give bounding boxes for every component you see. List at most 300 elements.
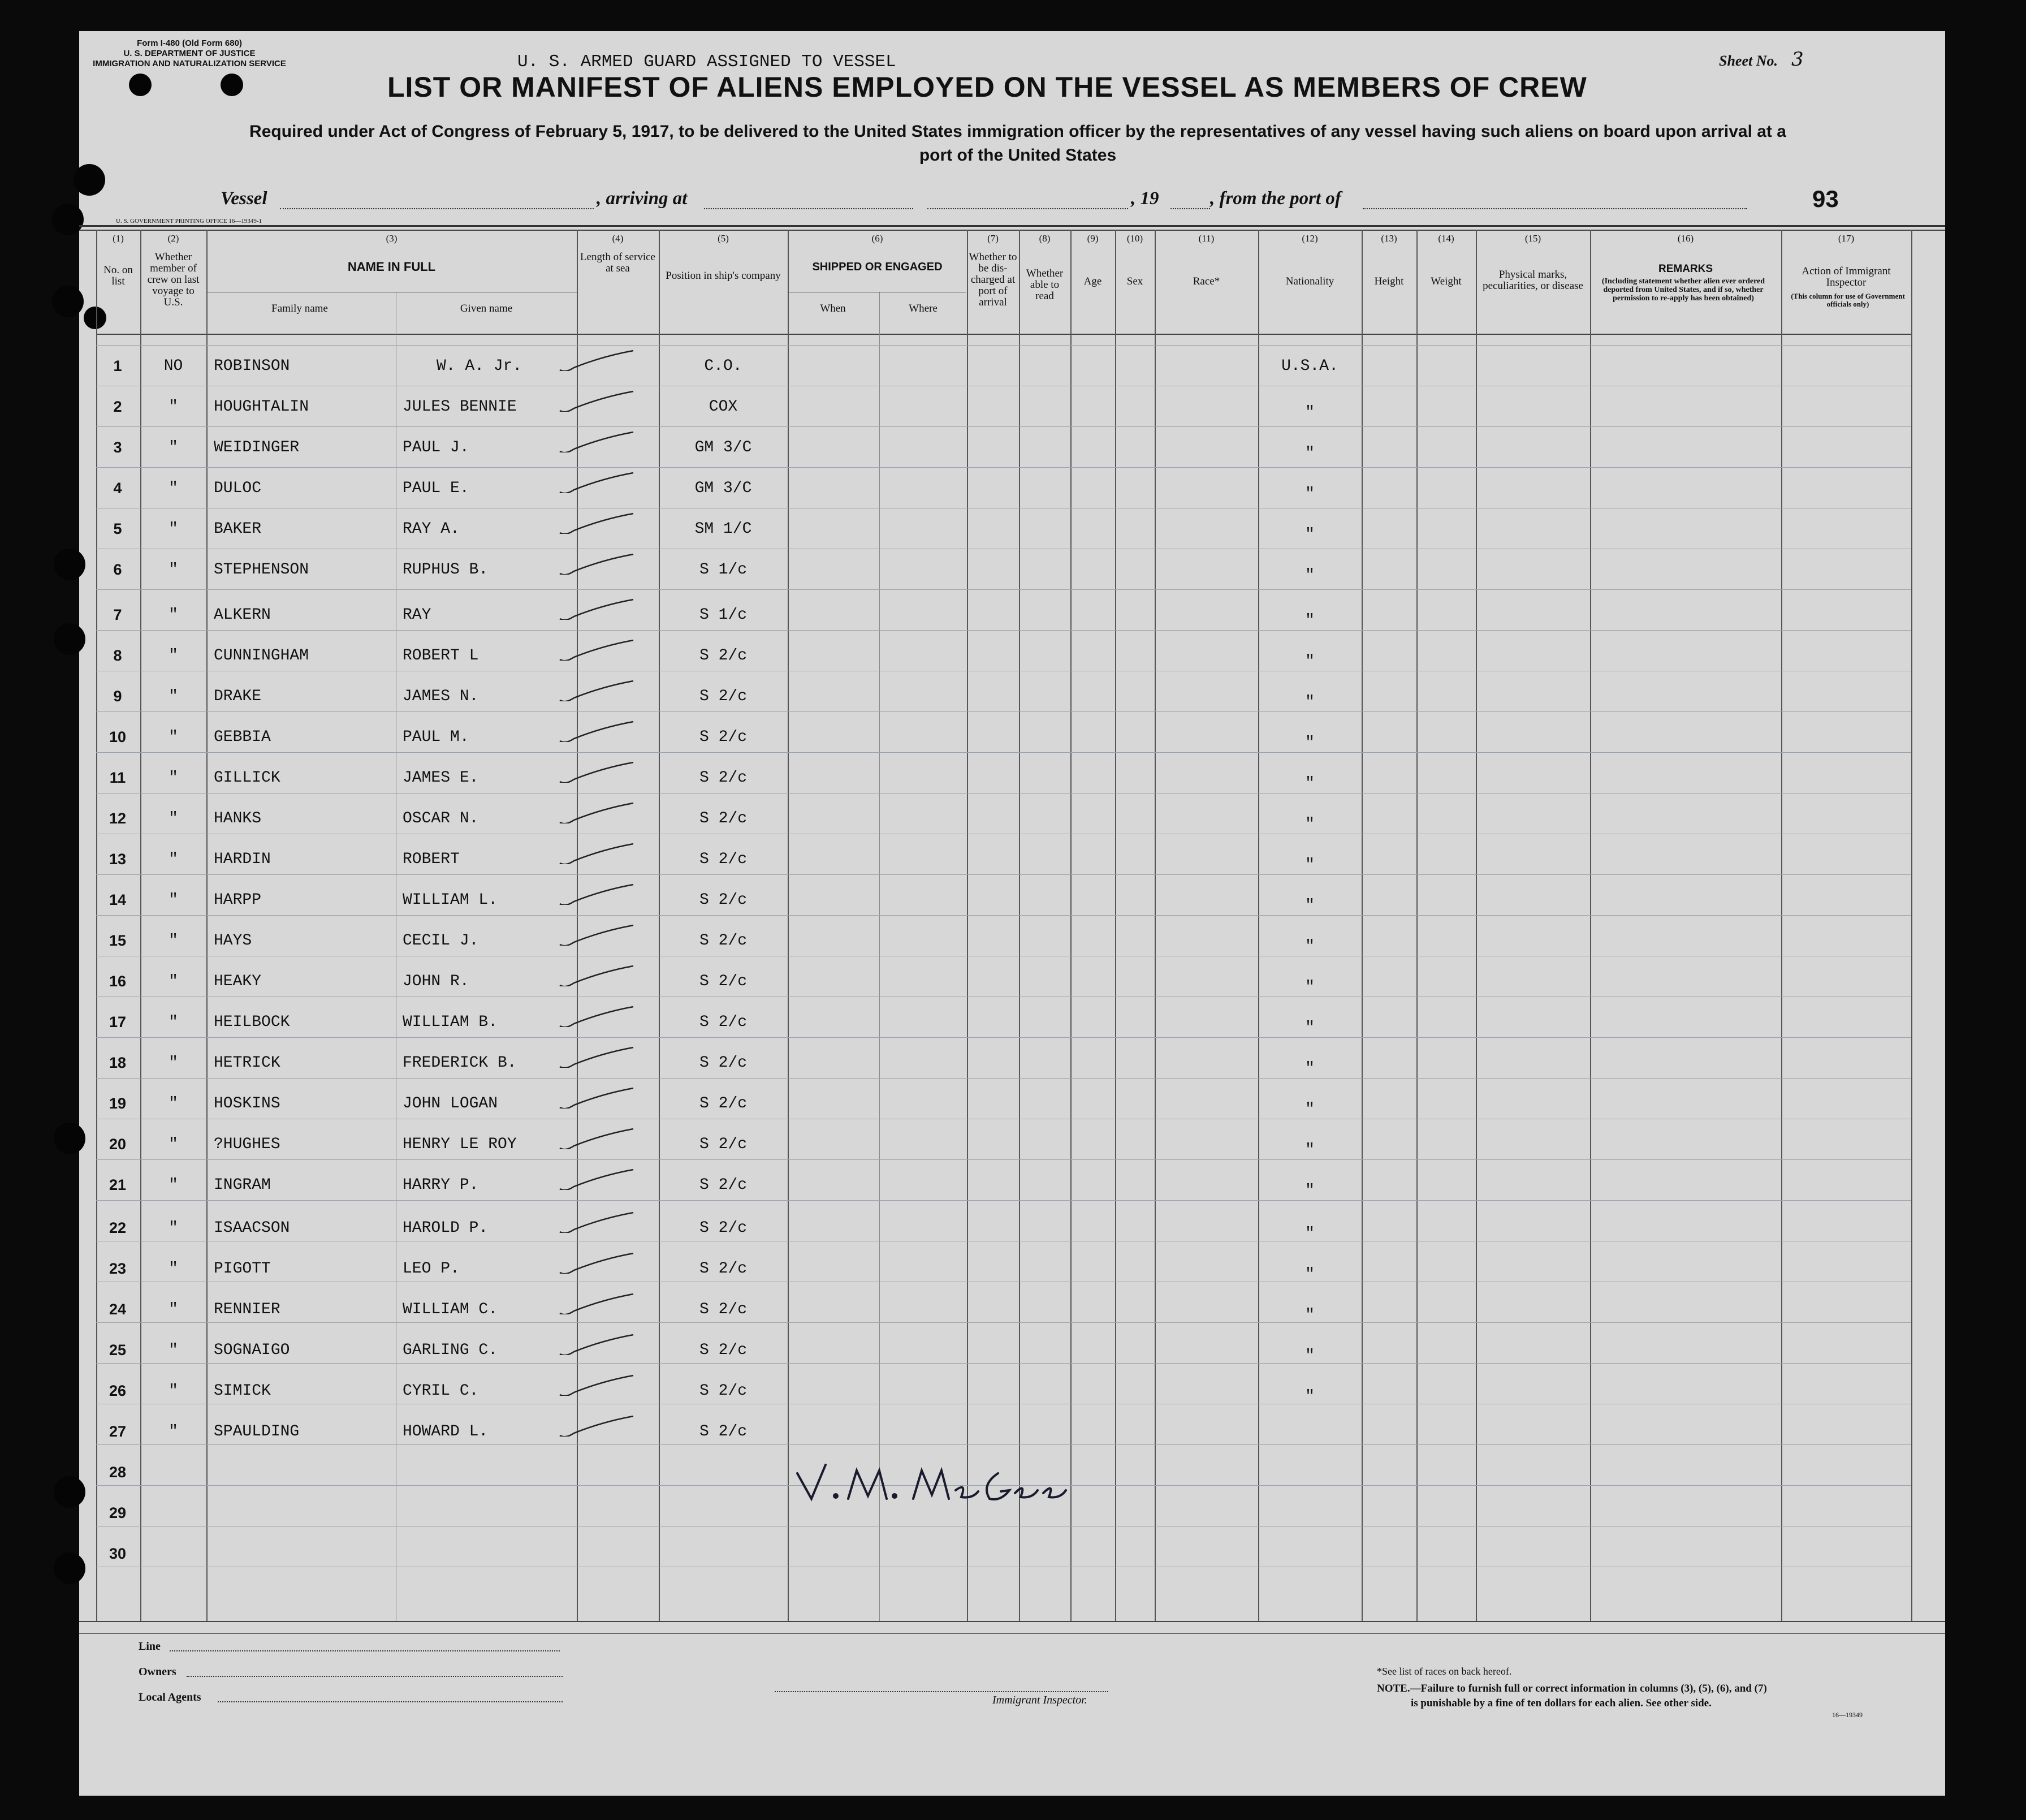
when-where-divider-rule bbox=[879, 292, 880, 1621]
column-header: Position in ship's company bbox=[666, 270, 781, 282]
nationality: " bbox=[1305, 1266, 1315, 1283]
ship-position: S 2/c bbox=[699, 1136, 747, 1153]
nationality: " bbox=[1305, 1019, 1315, 1037]
row-number: 1 bbox=[113, 357, 122, 374]
family-name: DRAKE bbox=[214, 688, 262, 705]
crew-last-voyage: " bbox=[169, 520, 178, 538]
given-name: JOHN LOGAN bbox=[403, 1095, 498, 1112]
arriving-field bbox=[704, 208, 913, 209]
nationality: " bbox=[1305, 734, 1315, 752]
nationality: " bbox=[1305, 653, 1315, 670]
column-number: (5) bbox=[718, 233, 729, 244]
given-name: RUPHUS B. bbox=[403, 561, 489, 579]
column-rule bbox=[1476, 230, 1477, 1621]
ship-position: S 2/c bbox=[699, 1176, 747, 1194]
row-rule bbox=[96, 426, 1911, 427]
row-number: 15 bbox=[109, 932, 127, 949]
column-header: Physical marks, peculiarities, or disease bbox=[1483, 269, 1583, 292]
crew-last-voyage: " bbox=[169, 810, 178, 827]
crew-last-voyage: " bbox=[169, 1423, 178, 1441]
table-bottom-rule bbox=[79, 1621, 1945, 1622]
column-header: SHIPPED OR ENGAGED bbox=[812, 261, 943, 273]
crew-last-voyage: " bbox=[169, 561, 178, 579]
given-name: CYRIL C. bbox=[403, 1382, 479, 1400]
crew-last-voyage: " bbox=[169, 1342, 178, 1359]
row-number: 30 bbox=[109, 1545, 127, 1562]
crew-last-voyage: " bbox=[169, 647, 178, 665]
row-rule bbox=[96, 752, 1911, 753]
given-name: ROBERT L bbox=[403, 647, 479, 665]
inspector-field bbox=[775, 1691, 1108, 1692]
given-name: HARRY P. bbox=[403, 1176, 479, 1194]
column-number: (15) bbox=[1524, 233, 1541, 244]
given-name: HAROLD P. bbox=[403, 1219, 489, 1237]
given-name: ROBERT bbox=[403, 851, 460, 868]
given-name: OSCAR N. bbox=[403, 810, 479, 827]
crew-last-voyage: " bbox=[169, 480, 178, 497]
column-number: (4) bbox=[612, 233, 624, 244]
family-name: HAYS bbox=[214, 932, 252, 950]
given-name: HENRY LE ROY bbox=[403, 1136, 517, 1153]
row-number: 25 bbox=[109, 1342, 127, 1358]
family-name: DULOC bbox=[214, 480, 262, 497]
remarks-note: (Including statement whether alien ever ordered deported from United States, and if so, whether permission to re-apply has been obtained) bbox=[1601, 277, 1765, 303]
row-rule bbox=[96, 1159, 1911, 1160]
row-number: 11 bbox=[109, 769, 126, 786]
service-check-mark bbox=[557, 1004, 642, 1027]
service-check-mark bbox=[557, 348, 642, 371]
ship-position: GM 3/C bbox=[694, 439, 752, 456]
service-check-mark bbox=[557, 389, 642, 412]
column-rule bbox=[967, 230, 968, 1621]
nationality: " bbox=[1305, 1101, 1315, 1118]
family-name: ROBINSON bbox=[214, 357, 290, 375]
ship-position: GM 3/C bbox=[694, 480, 752, 497]
column-number: (7) bbox=[987, 233, 999, 244]
service-check-mark bbox=[557, 1167, 642, 1190]
ship-position: S 2/c bbox=[699, 932, 747, 950]
crew-last-voyage: " bbox=[169, 932, 178, 950]
family-name: HEILBOCK bbox=[214, 1013, 290, 1031]
ship-position: SM 1/C bbox=[694, 520, 752, 538]
nationality: " bbox=[1305, 1306, 1315, 1324]
column-header: Height bbox=[1374, 275, 1404, 287]
row-rule bbox=[96, 467, 1911, 468]
family-name: SIMICK bbox=[214, 1382, 271, 1400]
crew-last-voyage: " bbox=[169, 728, 178, 746]
nationality: " bbox=[1305, 485, 1315, 503]
from-port-field bbox=[1363, 208, 1747, 209]
nationality: U.S.A. bbox=[1281, 357, 1338, 375]
given-name-header: Given name bbox=[460, 303, 513, 314]
line-field bbox=[170, 1650, 560, 1651]
row-number: 24 bbox=[109, 1301, 127, 1318]
owners-label: Owners bbox=[139, 1666, 176, 1678]
family-name: HOUGHTALIN bbox=[214, 398, 309, 416]
column-rule bbox=[1019, 230, 1020, 1621]
binder-hole bbox=[54, 1123, 85, 1154]
column-number: (14) bbox=[1438, 233, 1454, 244]
service-check-mark bbox=[557, 638, 642, 661]
column-rule bbox=[1781, 230, 1782, 1621]
nationality: " bbox=[1305, 1347, 1315, 1365]
family-name: WEIDINGER bbox=[214, 439, 300, 456]
row-number: 4 bbox=[113, 480, 122, 497]
crew-last-voyage: NO bbox=[163, 357, 183, 375]
binder-hole bbox=[54, 549, 85, 580]
family-name-header: Family name bbox=[271, 303, 328, 314]
subtitle bbox=[102, 120, 1934, 167]
family-name: HANKS bbox=[214, 810, 262, 827]
crew-last-voyage: " bbox=[169, 1176, 178, 1194]
department-name: U. S. DEPARTMENT OF JUSTICE bbox=[123, 49, 256, 58]
service-check-mark bbox=[557, 679, 642, 701]
column-rule bbox=[1416, 230, 1418, 1621]
page-number: 93 bbox=[1812, 186, 1839, 212]
service-check-mark bbox=[557, 923, 642, 946]
ship-position: S 2/c bbox=[699, 688, 747, 705]
row-rule bbox=[96, 1200, 1911, 1201]
nationality: " bbox=[1305, 1060, 1315, 1077]
column-number: (9) bbox=[1087, 233, 1099, 244]
crew-last-voyage: " bbox=[169, 398, 178, 416]
column-number: (6) bbox=[871, 233, 883, 244]
binder-hole bbox=[129, 74, 152, 96]
family-name: HEAKY bbox=[214, 973, 262, 990]
row-rule bbox=[96, 1037, 1911, 1038]
crew-last-voyage: " bbox=[169, 1219, 178, 1237]
row-number: 12 bbox=[109, 810, 127, 827]
family-name: ?HUGHES bbox=[214, 1136, 280, 1153]
ship-position: S 2/c bbox=[699, 647, 747, 665]
ship-position: S 2/c bbox=[699, 1095, 747, 1112]
ship-position: S 2/c bbox=[699, 1342, 747, 1359]
nationality: " bbox=[1305, 938, 1315, 955]
nationality: " bbox=[1305, 1141, 1315, 1159]
row-rule bbox=[96, 874, 1911, 875]
service-check-mark bbox=[557, 1414, 642, 1437]
penalty-note-1: NOTE.—Failure to furnish full or correct information in columns (3), (5), (6), and (7) bbox=[1377, 1683, 1767, 1694]
column-header: Length of service at sea bbox=[580, 251, 655, 274]
action-note: (This column for use of Government officials only) bbox=[1791, 292, 1905, 308]
service-check-mark bbox=[557, 882, 642, 905]
sheet-number bbox=[1719, 48, 1804, 71]
family-name: INGRAM bbox=[214, 1176, 271, 1194]
row-rule bbox=[96, 1444, 1911, 1445]
column-number: (12) bbox=[1302, 233, 1318, 244]
binder-hole bbox=[54, 1476, 85, 1508]
crew-last-voyage: " bbox=[169, 973, 178, 990]
crew-last-voyage: " bbox=[169, 769, 178, 787]
column-header: Weight bbox=[1431, 275, 1462, 287]
footer-rule bbox=[79, 1633, 1945, 1634]
vessel-field bbox=[280, 208, 594, 209]
nationality: " bbox=[1305, 1182, 1315, 1200]
ship-position: S 2/c bbox=[699, 810, 747, 827]
crew-last-voyage: " bbox=[169, 1095, 178, 1112]
row-rule bbox=[96, 1363, 1911, 1364]
ship-position: C.O. bbox=[704, 357, 742, 375]
service-check-mark bbox=[557, 597, 642, 620]
nationality: " bbox=[1305, 897, 1315, 915]
family-name: ISAACSON bbox=[214, 1219, 290, 1237]
column-header: Race* bbox=[1193, 275, 1220, 287]
row-number: 26 bbox=[109, 1382, 127, 1399]
given-name: JAMES E. bbox=[403, 769, 479, 787]
nationality: " bbox=[1305, 1225, 1315, 1243]
service-check-mark bbox=[557, 801, 642, 823]
crew-last-voyage: " bbox=[169, 606, 178, 624]
row-number: 8 bbox=[113, 647, 122, 664]
row-number: 18 bbox=[109, 1054, 127, 1071]
family-name: PIGOTT bbox=[214, 1260, 271, 1278]
column-rule bbox=[206, 230, 208, 1621]
nationality: " bbox=[1305, 567, 1315, 584]
ship-position: S 2/c bbox=[699, 1054, 747, 1072]
column-rule bbox=[140, 230, 141, 1621]
from-port-label: , from the port of bbox=[1210, 188, 1341, 209]
service-check-mark bbox=[557, 964, 642, 986]
column-header: Whether to be dis-charged at port of arrival bbox=[969, 251, 1017, 308]
row-number: 28 bbox=[109, 1464, 127, 1481]
row-number: 3 bbox=[113, 439, 122, 456]
family-name: HARDIN bbox=[214, 851, 271, 868]
row-rule bbox=[96, 711, 1911, 712]
crew-last-voyage: " bbox=[169, 1260, 178, 1278]
subtitle-line-1: Required under Act of Congress of February 5, 1917, to be delivered to the United States immigration officer by the representatives of any vessel having such aliens on board upon arrival at a bbox=[249, 122, 1786, 141]
ship-position: S 2/c bbox=[699, 1219, 747, 1237]
penalty-note-2: is punishable by a fine of ten dollars for each alien. See other side. bbox=[1411, 1697, 1712, 1709]
page-title: LIST OR MANIFEST OF ALIENS EMPLOYED ON THE VESSEL AS MEMBERS OF CREW bbox=[387, 71, 1587, 103]
ship-position: S 2/c bbox=[699, 1382, 747, 1400]
row-number: 17 bbox=[109, 1013, 127, 1030]
ship-position: S 1/c bbox=[699, 561, 747, 579]
row-rule bbox=[96, 1322, 1911, 1323]
ship-position: S 2/c bbox=[699, 1260, 747, 1278]
row-rule bbox=[96, 630, 1911, 631]
form-code: 16—19349 bbox=[1832, 1711, 1863, 1719]
row-rule bbox=[96, 345, 1911, 346]
nationality: " bbox=[1305, 856, 1315, 874]
column-number: (1) bbox=[113, 233, 124, 244]
family-name: ALKERN bbox=[214, 606, 271, 624]
service-check-mark bbox=[557, 471, 642, 493]
given-name: PAUL J. bbox=[403, 439, 469, 456]
service-check-mark bbox=[557, 511, 642, 534]
family-name: HARPP bbox=[214, 891, 262, 909]
binder-hole bbox=[54, 623, 85, 655]
printing-office: U. S. GOVERNMENT PRINTING OFFICE 16—19349-1 bbox=[116, 218, 262, 225]
family-name: GEBBIA bbox=[214, 728, 271, 746]
row-number: 29 bbox=[109, 1504, 127, 1521]
column-header: Whether member of crew on last voyage to U.S. bbox=[147, 251, 200, 308]
nationality: " bbox=[1305, 816, 1315, 833]
crew-last-voyage: " bbox=[169, 439, 178, 456]
column-rule bbox=[788, 230, 789, 1621]
family-name: CUNNINGHAM bbox=[214, 647, 309, 665]
ship-position: S 2/c bbox=[699, 769, 747, 787]
service-check-mark bbox=[557, 760, 642, 783]
nationality: " bbox=[1305, 978, 1315, 996]
column-rule bbox=[1258, 230, 1259, 1621]
row-rule bbox=[96, 1078, 1911, 1079]
given-name: WILLIAM L. bbox=[403, 891, 498, 909]
given-name: FREDERICK B. bbox=[403, 1054, 517, 1072]
row-rule bbox=[96, 915, 1911, 916]
nationality: " bbox=[1305, 693, 1315, 711]
given-name: RAY bbox=[403, 606, 431, 624]
given-name: JOHN R. bbox=[403, 973, 469, 990]
crew-last-voyage: " bbox=[169, 1382, 178, 1400]
column-number: (13) bbox=[1381, 233, 1397, 244]
family-name: STEPHENSON bbox=[214, 561, 309, 579]
column-header: NAME IN FULL bbox=[347, 260, 436, 274]
crew-last-voyage: " bbox=[169, 688, 178, 705]
row-number: 21 bbox=[109, 1176, 127, 1193]
row-rule bbox=[96, 589, 1911, 590]
column-rule bbox=[1590, 230, 1591, 1621]
given-name: HOWARD L. bbox=[403, 1423, 489, 1441]
local-agents-field bbox=[218, 1701, 563, 1702]
given-name: GARLING C. bbox=[403, 1342, 498, 1359]
nationality: " bbox=[1305, 775, 1315, 792]
column-rule bbox=[1362, 230, 1363, 1621]
ship-position: S 1/c bbox=[699, 606, 747, 624]
service-check-mark bbox=[557, 1045, 642, 1068]
column-number: (8) bbox=[1039, 233, 1051, 244]
family-name: HOSKINS bbox=[214, 1095, 280, 1112]
binder-hole bbox=[54, 1552, 85, 1584]
races-note: *See list of races on back hereof. bbox=[1377, 1666, 1512, 1677]
service-check-mark bbox=[557, 1332, 642, 1355]
row-number: 19 bbox=[109, 1095, 127, 1112]
family-name: RENNIER bbox=[214, 1301, 280, 1318]
year-label: , 19 bbox=[1131, 188, 1159, 209]
row-number: 13 bbox=[109, 851, 127, 868]
service-check-mark bbox=[557, 719, 642, 742]
row-number: 2 bbox=[113, 398, 122, 415]
column-number: (10) bbox=[1126, 233, 1143, 244]
binder-hole bbox=[52, 286, 84, 317]
where-header: Where bbox=[909, 303, 938, 314]
ship-position: S 2/c bbox=[699, 728, 747, 746]
arriving-label: , arriving at bbox=[597, 188, 688, 209]
nationality: " bbox=[1305, 526, 1315, 544]
family-name: HETRICK bbox=[214, 1054, 280, 1072]
given-name: WILLIAM B. bbox=[403, 1013, 498, 1031]
row-number: 23 bbox=[109, 1260, 127, 1277]
service-check-mark bbox=[557, 1210, 642, 1233]
crew-last-voyage: " bbox=[169, 1301, 178, 1318]
given-name: PAUL M. bbox=[403, 728, 469, 746]
column-rule bbox=[1911, 230, 1912, 1621]
column-header: Action of Immigrant Inspector bbox=[1802, 265, 1891, 288]
row-number: 20 bbox=[109, 1136, 127, 1153]
nationality: " bbox=[1305, 445, 1315, 462]
given-name: LEO P. bbox=[403, 1260, 460, 1278]
crew-last-voyage: " bbox=[169, 891, 178, 909]
row-number: 9 bbox=[113, 688, 122, 705]
nationality: " bbox=[1305, 612, 1315, 629]
family-name: SPAULDING bbox=[214, 1423, 300, 1441]
ship-position: S 2/c bbox=[699, 891, 747, 909]
form-id-block bbox=[85, 38, 294, 69]
ship-position: S 2/c bbox=[699, 1423, 747, 1441]
column-header: REMARKS bbox=[1658, 263, 1713, 275]
year-field bbox=[1170, 208, 1210, 209]
line-label: Line bbox=[139, 1640, 161, 1653]
service-check-mark bbox=[557, 1292, 642, 1314]
given-name: W. A. Jr. bbox=[437, 357, 522, 375]
column-header: No. on list bbox=[103, 264, 133, 287]
given-name: PAUL E. bbox=[403, 480, 469, 497]
nationality: " bbox=[1305, 404, 1315, 421]
column-number: (17) bbox=[1838, 233, 1855, 244]
crew-last-voyage: " bbox=[169, 1054, 178, 1072]
column-number: (3) bbox=[386, 233, 398, 244]
column-header: Age bbox=[1083, 275, 1102, 287]
column-rule bbox=[96, 230, 97, 1621]
ship-position: S 2/c bbox=[699, 1301, 747, 1318]
row-number: 5 bbox=[113, 520, 122, 537]
binder-hole bbox=[84, 307, 106, 329]
service-check-mark bbox=[557, 842, 642, 864]
row-number: 14 bbox=[109, 891, 127, 908]
table-top-rule bbox=[79, 230, 1945, 231]
service-name: IMMIGRATION AND NATURALIZATION SERVICE bbox=[93, 59, 286, 68]
column-header: Nationality bbox=[1285, 275, 1334, 287]
service-check-mark bbox=[557, 430, 642, 452]
service-check-mark bbox=[557, 1086, 642, 1109]
binder-hole bbox=[74, 164, 105, 196]
row-number: 10 bbox=[109, 728, 127, 745]
row-number: 7 bbox=[113, 606, 122, 623]
column-header: Sex bbox=[1126, 275, 1143, 287]
family-name: SOGNAIGO bbox=[214, 1342, 290, 1359]
crew-last-voyage: " bbox=[169, 1013, 178, 1031]
subtitle-line-2: port of the United States bbox=[919, 146, 1117, 165]
table-top-rule bbox=[79, 225, 1945, 227]
row-number: 22 bbox=[109, 1219, 127, 1236]
column-rule bbox=[1155, 230, 1156, 1621]
sheet-label: Sheet No. bbox=[1719, 53, 1778, 69]
column-number: (16) bbox=[1677, 233, 1694, 244]
family-name: GILLICK bbox=[214, 769, 280, 787]
inspector-signature bbox=[786, 1451, 1069, 1513]
row-number: 16 bbox=[109, 973, 127, 990]
service-check-mark bbox=[557, 552, 642, 575]
ship-position: S 2/c bbox=[699, 1013, 747, 1031]
sheet-value: 3 bbox=[1791, 48, 1804, 71]
column-number: (2) bbox=[167, 233, 179, 244]
ship-position: COX bbox=[709, 398, 738, 416]
column-rule bbox=[1070, 230, 1072, 1621]
when-header: When bbox=[820, 303, 846, 314]
inspector-label: Immigrant Inspector. bbox=[992, 1694, 1087, 1706]
typed-heading: U. S. ARMED GUARD ASSIGNED TO VESSEL bbox=[517, 52, 896, 72]
local-agents-label: Local Agents bbox=[139, 1691, 201, 1703]
family-name: BAKER bbox=[214, 520, 262, 538]
column-rule bbox=[659, 230, 660, 1621]
ship-position: S 2/c bbox=[699, 851, 747, 868]
vessel-label: Vessel bbox=[221, 188, 267, 209]
given-name: JAMES N. bbox=[403, 688, 479, 705]
service-check-mark bbox=[557, 1127, 642, 1149]
given-name: JULES BENNIE bbox=[403, 398, 517, 416]
binder-hole bbox=[221, 74, 243, 96]
row-number: 27 bbox=[109, 1423, 127, 1440]
nationality: " bbox=[1305, 1388, 1315, 1405]
